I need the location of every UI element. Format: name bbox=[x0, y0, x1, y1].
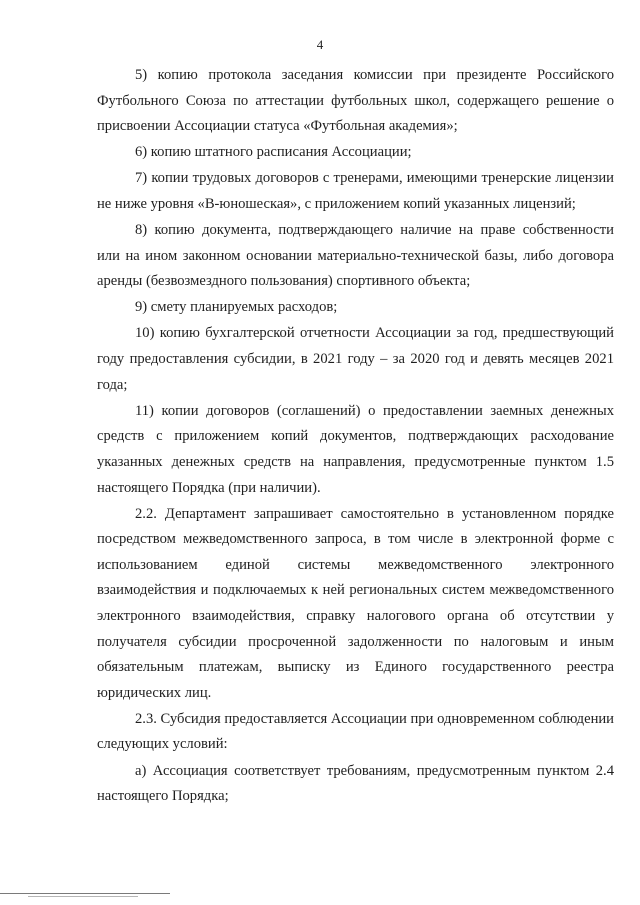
paragraph-clause-2-3: 2.3. Субсидия предоставляется Ассоциации при одновременном соблюдении следующих условий: bbox=[97, 710, 614, 753]
paragraph-item-11: 11) копии договоров (соглашений) о предоставлении заемных денежных средств с приложением копий документов, подтверждающих расходование указанных денежных средств на направления, предусмотренные пунктом 1.5 настоящего Порядка (при наличии). bbox=[97, 402, 614, 496]
document-body bbox=[97, 63, 614, 810]
paragraph-clause-2-2: 2.2. Департамент запрашивает самостоятельно в установленном порядке посредством межведомственного запроса, в том числе в электронной форме с использованием единой системы межведомственного электронного взаимодействия и подключаемых к ней региональных систем межведомственного электронного взаимодействия, справку налогового органа об отсутствии у получателя субсидии просроченной задолженности по налоговым и иным обязательным платежам, выписку из Единого государственного реестра юридических лиц. bbox=[97, 505, 614, 701]
paragraph-item-6: 6) копию штатного расписания Ассоциации; bbox=[135, 144, 412, 161]
page-number: 4 bbox=[316, 37, 324, 52]
footer-rule bbox=[0, 893, 170, 894]
paragraph-item-7: 7) копии трудовых договоров с тренерами, имеющими тренерские лицензии не ниже уровня «В-юношеская», с приложением копий указанных лицензий; bbox=[97, 170, 614, 212]
footer-rule-secondary bbox=[28, 896, 138, 897]
paragraph-item-9: 9) смету планируемых расходов; bbox=[135, 299, 338, 316]
paragraph-item-5: 5) копию протокола заседания комиссии при президенте Российского Футбольного Союза по аттестации футбольных школ, содержащего решение о присвоении Ассоциации статуса «Футбольная академия»; bbox=[97, 67, 614, 135]
paragraph-item-10: 10) копию бухгалтерской отчетности Ассоциации за год, предшествующий году предоставления субсидии, в 2021 году – за 2020 год и девять месяцев 2021 года; bbox=[97, 325, 614, 393]
paragraph-condition-a: а) Ассоциация соответствует требованиям, предусмотренным пунктом 2.4 настоящего Порядка; bbox=[97, 762, 614, 805]
paragraph-item-8: 8) копию документа, подтверждающего наличие на праве собственности или на ином законном основании материально-технической базы, либо договора аренды (безвозмездного пользования) спортивного объекта; bbox=[97, 222, 614, 290]
